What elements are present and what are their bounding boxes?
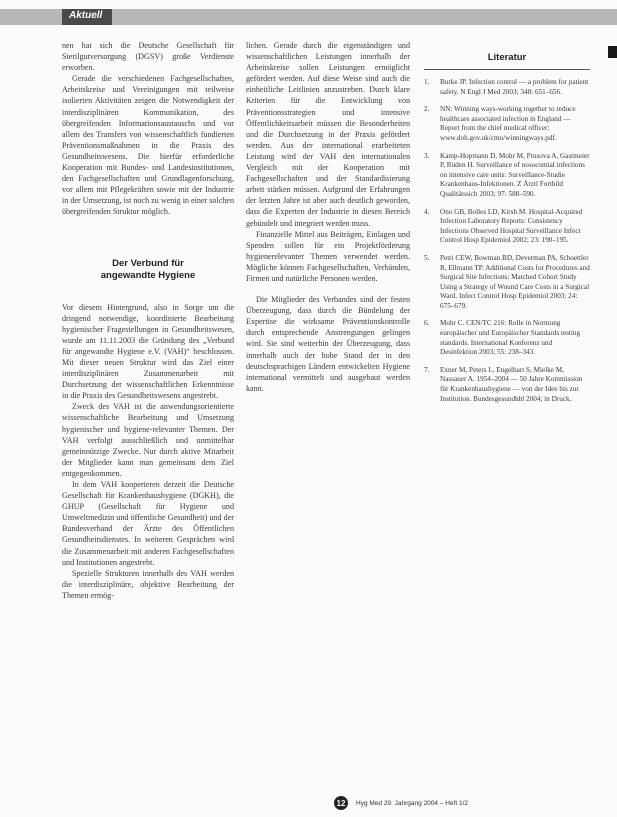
literature-title: Literatur (424, 52, 590, 70)
paragraph: Vor diesem Hintergrund, also in Sorge um die dringend notwendige, koordinierte Bearbeitung hygienischer Fragestellungen in Gesundheitswesen, wurde am 11.11.2003 die Gründung des „Verbund für angewandte Hygiene e.V. (VAH)“ beschlossen. Mit dieser neuen Struktur wird das Ziel einer interdisziplinären Zusammenarbeit mit Durchsetzung der wissenschaftlichen Erkenntnisse in die Praxis des Gesundheitswesens angestrebt. (62, 302, 234, 401)
paragraph: Zweck des VAH ist die anwendungsorientierte wissenschaftliche Bearbeitung und Umsetzung hygienischer und hygiene-relevanter Themen. Der VAH verfolgt ausschließlich und unmittelbar gemeinnützige Zwecke. Nur durch aktive Mitarbeit der Mitglieder kann man gemeinsam dem Ziel entgegenkommen. (62, 402, 234, 478)
reference-number: 5. (424, 253, 430, 262)
reference-number: 4. (424, 207, 430, 216)
reference-text: Exner M, Peters L, Engelhart S, Mielke M, Nassauer A. 1954–2004 — 50 Jahre Kommission für Krankenhaushygiene — von der Idee bis zur Institution. Bundesgesundhbl 2004; in Druck. (440, 365, 583, 403)
paragraph: lichen. Gerade durch die eigenständigen und wissenschaftlichen Leistungen innerhalb der Arbeitskreise sollen Leistungen ermöglicht gefördert werden. Auf diese Weise sind auch die einheitliche Leitlinien anzustreben. Durch klare Kriterien für die Entwicklung von Präventionsstrategien und intensive Öffentlichkeitsarbeit müssen die Besonderheiten und die Durchsetzung in der Praxis gefördert werden. Aus der international erarbeiteten Leistung wird der VAH den internationalen Vergleich mit der Kooperation mit Fachgesellschaften und der Standardisierung arbeit stärken müssen. Aufgrund der Erfahrungen der letzten Jahre ist aber auch deutlich geworden, dass die Experten der Industrie in diesen Bereich gebündelt und integriert werden muss. (246, 41, 410, 228)
text-column-2 (246, 40, 410, 394)
paragraph: Gerade die verschiedenen Fachgesellschaften, Arbeitskreise und Vereinigungen mit teilweise isolierten Aktivitäten zeigen die Notwendigkeit der interdisziplinären Kommunikation, des übergreifenden Informationsaustauschs und vor allem des Transfers von wissenschaftlich fundierten Präventionsmaßnahmen in die Praxis des Gesundheitswesens. Die hierfür erforderliche Kooperation mit Bundes- und Landesinstitutionen, den Fachgesellschaften und Grundlagenforschung, vor allem mit Pflegekräften sowie mit der Industrie in der Umsetzung, ist noch zu wenig in einer solchen übergreifenden Struktur möglich. (62, 74, 234, 217)
reference-item (424, 105, 590, 143)
reference-number: 6. (424, 319, 430, 328)
reference-text: Petri CEW, Bowman BD, Deverman PA, Schoettler R, Ellmann TP. Additional Costs for Procedures and Surgical Site Infections: Matched Cohort Study Using a Strategy of Wound Care Costs in a Surgical Ward. Infect Control Hosp Epidemiol 2003; 24: 675–679. (440, 253, 590, 310)
journal-citation: Hyg Med 29. Jahrgang 2004 – Heft 1/2 (356, 799, 469, 807)
reference-item (424, 78, 590, 97)
reference-number: 2. (424, 105, 430, 114)
paragraph: Spezielle Strukturen innerhalb des VAH werden die interdisziplinäre, objektive Bearbeitung der Themen ermög- (62, 568, 234, 600)
reference-text: NN: Winning ways-working together to reduce healthcare associated infection in England — Report from the chief medical officer: www.doh.gov.uk/cmo/winningways.pdf. (440, 105, 576, 142)
reference-number: 1. (424, 78, 430, 86)
paragraph: Finanzielle Mittel aus Beiträgen, Einlagen und Spenden sollen für ein Projektförderung hygienerelevanter Themen verwendet werden. Mögliche können Fachgesellschaften, Verbänden, Firmen und natürliche Personen werden. (246, 229, 410, 283)
paragraph: nen hat sich die Deutsche Gesellschaft für Sterilgutversorgung (DGSV) große Verdienste erworben. (62, 41, 234, 73)
reference-item (424, 366, 590, 404)
paragraph: In dem VAH kooperieren derzeit die Deutsche Gesellschaft für Krankenhaushygiene (DGKH), die GHUP (Gesellschaft für Hygiene und Umweltmedizin und öffentliche Gesundheit) und der Bundesverband der Ärzte des Öffentlichen Gesundheitsdienstes. In weiteren Gesprächen wird die Zusammenarbeit mit anderen Fachgesellschaften und Institutionen angestrebt. (62, 480, 234, 567)
reference-text: Burke JP. Infection control — a problem for patient safety. N Engl J Med 2003; 348: 651–656. (440, 78, 589, 96)
section-heading-line-2: angewandte Hygiene (100, 269, 196, 281)
section-heading-line-1: Der Verbund für (112, 257, 184, 269)
section-label: Aktuell (69, 10, 103, 21)
literature-box (424, 52, 590, 412)
page-edge-marker (608, 46, 617, 58)
page-footer (334, 796, 468, 810)
reference-item (424, 152, 590, 200)
reference-number: 3. (424, 151, 430, 160)
reference-number: 7. (424, 365, 430, 374)
reference-text: Kamp-Hopmann D, Mohr M, Prusova A, Gastmeier P, Rüden H. Surveillance of nosocomial infections on intensive care units: Surveillance-Studie Krankenhaus-Infektionen. Z Ärztl Fortbild Qualitätssich 2003; 97: 588–590. (440, 151, 590, 198)
reference-item (424, 254, 590, 312)
section-header-bar (0, 9, 617, 25)
page-number-badge: 12 (334, 796, 348, 810)
paragraph: Die Mitglieder des Verbandes sind der festen Überzeugung, dass durch die Bündelung der Expertise die wirksame Präventionskontrolle durch entsprechende Anstrengungen gelingen wird. Sie sind weiterhin der Überzeugung, dass innerhalb auch der hohe Stand der in den deutschsprachigen Ländern entwickelten Hygiene international vermittelt und ausgebaut werden kann. (246, 295, 410, 393)
reference-item (424, 208, 590, 246)
reference-item (424, 319, 590, 357)
reference-text: Mohr C. CEN/TC 216: Rolle in Normung europäischer und Europäischer Standards testing standards. International Konferenz und Desinfektion 2003; 55: 238–343. (440, 319, 581, 357)
text-column-1 (62, 40, 234, 601)
reference-text: Ono GB, Bolles LD, Kirsh M. Hospital-Acquired Infection Laboratory Reports: Consistency Infections Observed Hospital Surveillance Infect Control Hosp Epidemiol 2002; 23: 190–195. (440, 207, 583, 245)
section-heading (62, 258, 234, 282)
section-tab (62, 9, 112, 25)
